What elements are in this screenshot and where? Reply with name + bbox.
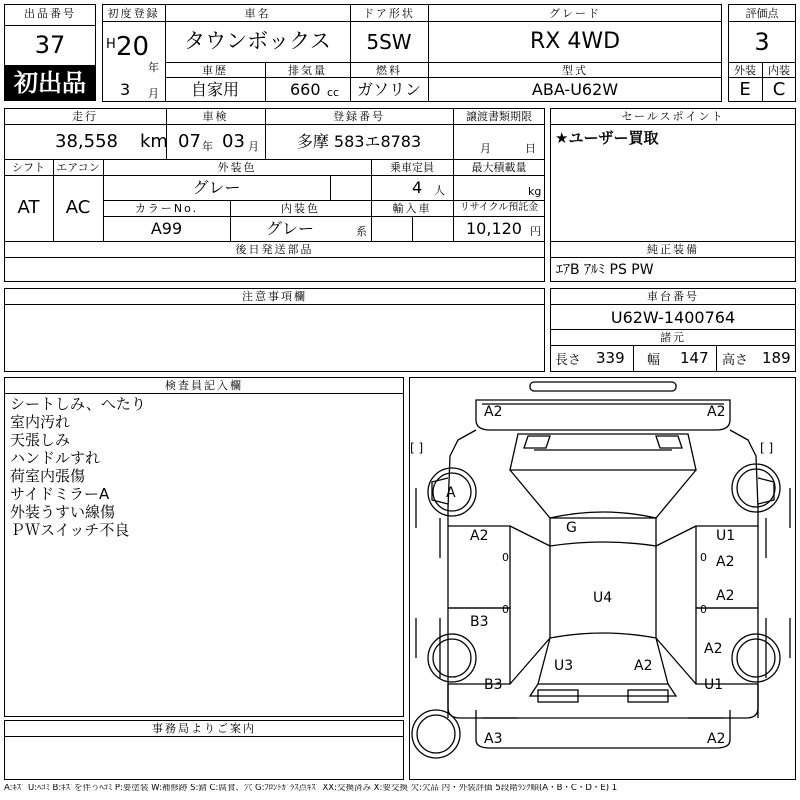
zero-mark: 0 — [700, 551, 707, 564]
damage-mark: U4 — [593, 590, 613, 606]
inspection-year-unit: 年 — [202, 140, 213, 153]
car-name-label: 車名 — [244, 7, 271, 20]
damage-mark: A2 — [716, 554, 735, 570]
color: グレー — [192, 178, 241, 197]
load-label: 最大積載量 — [471, 161, 527, 174]
damage-mark: B3 — [484, 677, 503, 693]
reg-no: 多摩 583エ8783 — [296, 132, 422, 151]
equipment: ｴｱB ｱﾙﾐ PS PW — [556, 262, 654, 278]
zero-mark: 0 — [502, 603, 509, 616]
damage-mark: A2 — [707, 404, 726, 420]
damage-mark: A2 — [716, 588, 735, 604]
lot-no-label: 出品番号 — [24, 7, 76, 20]
damage-mark: A — [446, 485, 456, 501]
first-reg-month: 3 — [120, 80, 131, 99]
inspector-note: 天張しみ — [10, 431, 71, 449]
model-label: 型式 — [562, 64, 588, 77]
inspector-note: サイドミラーA — [10, 485, 110, 503]
damage-mark: A2 — [707, 731, 726, 747]
inspector-note: ハンドルすれ — [10, 449, 101, 467]
score: 3 — [754, 28, 770, 56]
interior-color: グレー — [265, 219, 314, 238]
shift-label: シフト — [12, 161, 45, 174]
interior-color-unit: 系 — [356, 225, 367, 238]
height-label: 高さ — [722, 353, 749, 368]
length-label: 長さ — [555, 353, 582, 368]
width-label: 幅 — [647, 353, 661, 368]
bracket-mark: [ ] — [760, 441, 774, 455]
ac-label: エアコン — [56, 161, 100, 174]
displacement: 660 — [290, 80, 321, 99]
inspector-note: 外装うすい線傷 — [10, 503, 116, 521]
recycle-label: リサイクル預託金 — [459, 202, 539, 213]
notes-label: 注意事項欄 — [242, 290, 307, 303]
equipment-label: 純正装備 — [647, 243, 699, 256]
damage-mark: A2 — [634, 658, 653, 674]
sales-point: ★ユーザー買取 — [555, 129, 659, 147]
capacity: 4 — [412, 178, 423, 197]
mileage-unit: km — [140, 131, 168, 152]
grade-label: グレード — [549, 7, 601, 20]
model: ABA-U62W — [531, 80, 619, 99]
inspection-month: 03 — [222, 131, 245, 152]
displacement-unit: cc — [327, 86, 340, 99]
sales-point-label: セールスポイント — [621, 110, 725, 123]
damage-mark: B3 — [470, 614, 489, 630]
damage-mark: A2 — [484, 404, 503, 420]
damage-mark: A2 — [470, 528, 489, 544]
history-label: 車歴 — [202, 64, 228, 77]
chassis-no: U62W-1400764 — [610, 308, 736, 327]
history: 自家用 — [190, 80, 239, 99]
damage-mark: A3 — [484, 731, 503, 747]
damage-diagram — [409, 377, 796, 780]
fuel: ガソリン — [356, 80, 421, 99]
ac: AC — [65, 197, 91, 218]
transfer-month-unit: 月 — [480, 142, 491, 155]
door: 5SW — [366, 30, 412, 54]
inspection-month-unit: 月 — [248, 140, 259, 153]
length: 339 — [596, 349, 625, 367]
inspector-note: 室内汚れ — [10, 413, 71, 431]
first-listing-text: 初出品 — [14, 69, 86, 97]
damage-mark: U1 — [704, 677, 724, 693]
inspection-label: 車検 — [202, 110, 229, 123]
office-label: 事務局よりご案内 — [152, 722, 256, 735]
height: 189 — [762, 349, 791, 367]
interior-color-label: 内装色 — [281, 202, 320, 215]
shift: AT — [17, 197, 40, 218]
car-name: タウンボックス — [184, 29, 331, 53]
damage-mark: U3 — [554, 658, 574, 674]
inspector-note: シートしみ、へたり — [10, 395, 146, 413]
load-unit: kg — [528, 185, 542, 198]
year-unit: 年 — [148, 61, 159, 74]
color-no-label: カラーNo. — [134, 202, 199, 215]
exterior-grade: E — [739, 79, 751, 100]
mileage-label: 走行 — [72, 110, 98, 123]
dimensions-label: 諸元 — [660, 331, 686, 344]
mileage: 38,558 — [55, 131, 118, 152]
inspector-note: ＰＷスイッチ不良 — [10, 521, 130, 539]
score-label: 評価点 — [745, 7, 779, 20]
interior-label: 内装 — [768, 64, 790, 77]
zero-mark: 0 — [700, 603, 707, 616]
later-parts-label: 後日発送部品 — [235, 243, 314, 256]
recycle-fee: 10,120 — [466, 219, 522, 238]
inspector-label: 検査員記入欄 — [165, 379, 243, 392]
grade: RX 4WD — [529, 29, 621, 54]
month-unit: 月 — [148, 87, 159, 100]
width: 147 — [680, 349, 709, 367]
bracket-mark: [ ] — [410, 441, 424, 455]
interior-grade: C — [772, 79, 786, 100]
first-reg-label: 初度登録 — [107, 7, 160, 20]
capacity-unit: 人 — [434, 184, 445, 197]
recycle-unit: 円 — [530, 225, 541, 238]
chassis-label: 車台番号 — [647, 290, 699, 303]
zero-mark: 0 — [502, 551, 509, 564]
transfer-day-unit: 日 — [525, 142, 536, 155]
transfer-doc-label: 譲渡書類期限 — [466, 110, 532, 123]
import-label: 輸入車 — [392, 202, 432, 215]
displacement-label: 排気量 — [288, 64, 327, 77]
fuel-label: 燃料 — [376, 64, 402, 77]
damage-mark: G — [566, 520, 577, 536]
color-label: 外装色 — [217, 161, 257, 174]
lot-no: 37 — [34, 31, 66, 59]
damage-mark: A2 — [704, 641, 723, 657]
exterior-label: 外装 — [734, 64, 756, 77]
damage-mark: U1 — [716, 528, 736, 544]
capacity-label: 乗車定員 — [390, 161, 434, 174]
color-no: A99 — [150, 219, 183, 238]
car-outline — [410, 378, 797, 781]
reg-no-label: 登録番号 — [333, 110, 385, 123]
legend: A:ｷｽﾞ U:ﾍｺﾐ B:ｷｽﾞを伴うﾍｺﾐ P:要塗装 W:補修跡 S:錆 C:腐食、穴 G:ﾌﾛﾝﾄｶﾞﾗｽ点ｷｽﾞ XX:交換済み X:要交換 欠:欠品 内・外装評価 5段階ﾗﾝｸ順(A・B・C・D・E) 1 — [4, 784, 618, 793]
inspection-year: 07 — [178, 131, 201, 152]
door-label: ドア形状 — [363, 7, 415, 20]
inspector-note: 荷室内張傷 — [10, 467, 86, 485]
first-reg-year: 20 — [116, 32, 150, 62]
era: H — [106, 37, 116, 52]
